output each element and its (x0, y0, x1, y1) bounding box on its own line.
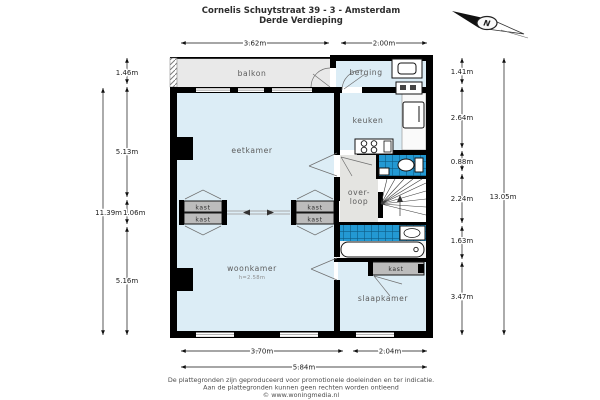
kast-label: kast (388, 266, 404, 273)
kast-label: kast (307, 216, 323, 224)
dim-bottom-total: 5.84m (292, 363, 316, 372)
kast-label: kast (195, 204, 211, 212)
room-label-slaapkamer: slaapkamer (357, 294, 409, 303)
meter-cupboard-icon (396, 82, 422, 94)
dim-right-6: 3.47m (450, 293, 474, 301)
washing-machine-icon (392, 59, 422, 78)
compass-letter: N (482, 18, 491, 29)
footer-disclaimer (168, 376, 434, 399)
dim-right-4: 2.24m (450, 195, 474, 203)
dim-right-2: 2.64m (450, 114, 474, 122)
chimney-block (177, 137, 193, 160)
footer-credit: © www.woningmedia.nl (262, 391, 340, 399)
compass-icon (452, 11, 528, 38)
room-label-keuken: keuken (352, 116, 384, 125)
room-label-balkon: balkon (237, 69, 267, 78)
chimney-block (177, 268, 193, 291)
room-fills (172, 58, 426, 331)
room-label-overloop: loop (349, 197, 369, 206)
dim-left-2: 5.13m (115, 148, 139, 156)
dim-left-3: 1.06m (123, 209, 146, 217)
title-line1: Cornelis Schuytstraat 39 - 3 - Amsterdam (201, 6, 401, 16)
stove-icon (355, 139, 393, 154)
kast-label: kast (307, 204, 323, 212)
dim-top-2: 2.00m (372, 39, 396, 48)
dim-right-5: 1.63m (450, 237, 474, 245)
fridge-icon (403, 102, 424, 128)
dim-right-total: 13.05m (489, 193, 517, 201)
dim-top-1: 3.62m (243, 39, 267, 48)
kast-label: kast (195, 216, 211, 224)
dim-left-total: 11.39m (95, 209, 122, 217)
dim-bottom-1: 3.70m (250, 347, 274, 356)
page-title (202, 6, 401, 26)
room-label-woonkamer: woonkamer (227, 264, 277, 273)
bathtub-icon (341, 242, 424, 257)
sink-icon (400, 226, 425, 240)
balcony-railing (170, 58, 177, 87)
dim-left-4: 5.16m (115, 277, 139, 285)
room-label-overloop: over- (347, 188, 371, 197)
title-line2: Derde Verdieping (259, 16, 343, 26)
room-label-eetkamer: eetkamer (231, 146, 273, 155)
footer-line2: Aan de plattegronden kunnen geen rechten worden ontleend (203, 383, 399, 392)
room-label-berging: berging (349, 68, 383, 77)
dim-right-1: 1.41m (450, 68, 474, 76)
dim-right-3: 0.88m (450, 158, 474, 166)
footer-line1: De plattegronden zijn geproduceerd voor promotionele doeleinden en ter indicatie. (167, 376, 435, 384)
room-label-woonkamer-height: h=2.58m (238, 275, 266, 281)
dim-bottom-2: 2.04m (378, 347, 402, 356)
dim-left-1: 1.46m (115, 69, 139, 77)
